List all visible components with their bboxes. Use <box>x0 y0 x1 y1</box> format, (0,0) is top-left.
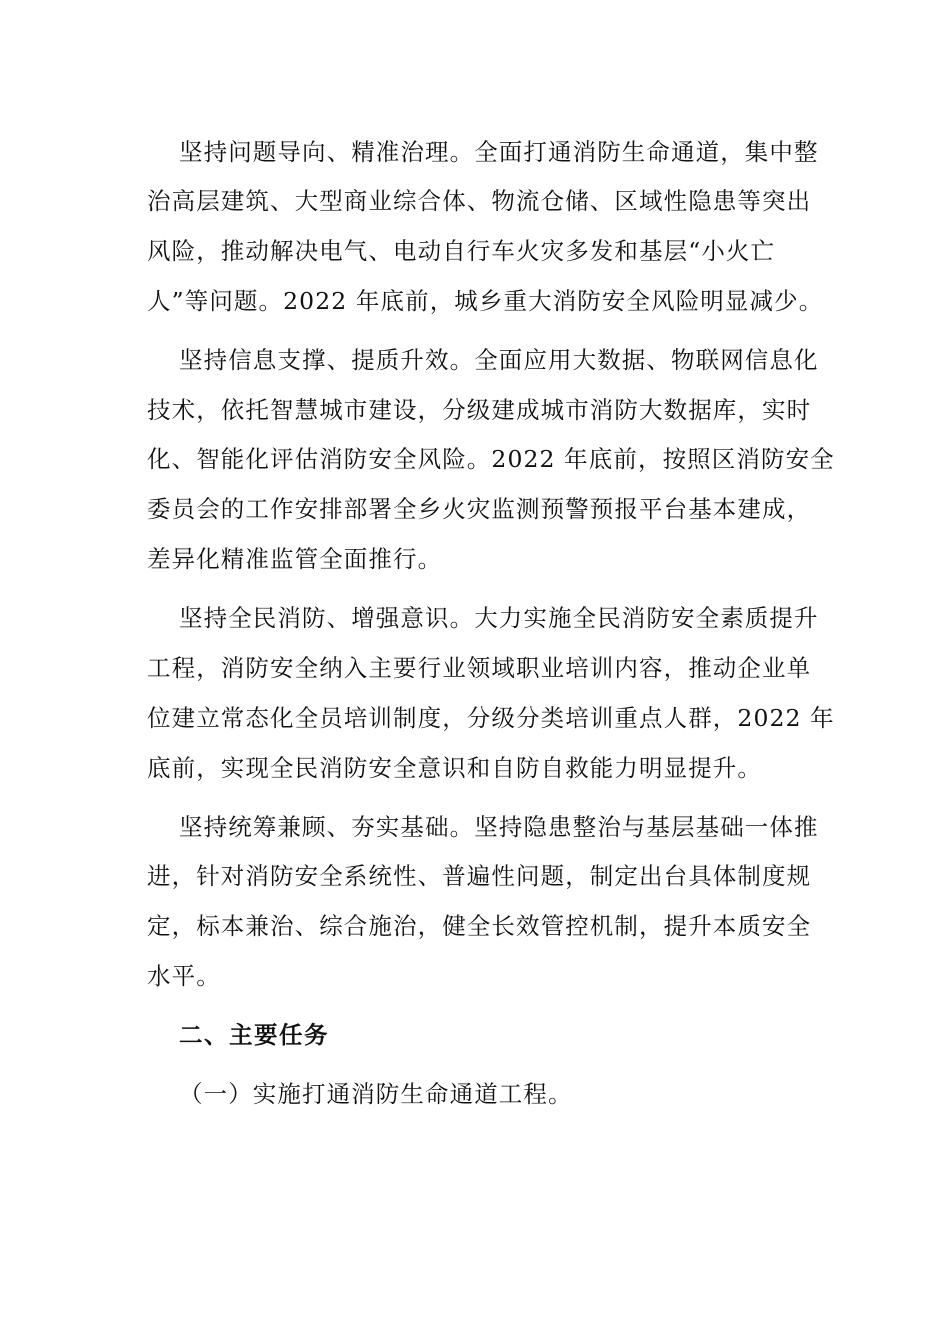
paragraph-1-line-4: 人”等问题。2022 年底前，城乡重大消防安全风险明显减少。 <box>147 287 824 315</box>
paragraph-2-line-3: 化、智能化评估消防安全风险。2022 年底前，按照区消防安全 <box>147 445 835 473</box>
paragraph-3-line-2: 工程，消防安全纳入主要行业领域职业培训内容，推动企业单 <box>147 654 812 682</box>
paragraph-2-line-4: 委员会的工作安排部署全乡火灾监测预警预报平台基本建成， <box>147 495 812 523</box>
subsection-heading: （一）实施打通消防生命通道工程。 <box>179 1080 573 1108</box>
paragraph-3-line-4: 底前，实现全民消防安全意识和自防自救能力明显提升。 <box>147 754 762 782</box>
paragraph-2-line-5: 差异化精准监管全面推行。 <box>147 545 443 573</box>
paragraph-2-line-2: 技术，依托智慧城市建设，分级建成城市消防大数据库，实时 <box>147 396 812 424</box>
paragraph-1-line-3: 风险，推动解决电气、电动自行车火灾多发和基层“小火亡 <box>147 237 776 265</box>
paragraph-2-line-1: 坚持信息支撑、提质升效。全面应用大数据、物联网信息化 <box>179 346 819 374</box>
section-heading: 二、主要任务 <box>179 1021 329 1049</box>
paragraph-4-line-3: 定，标本兼治、综合施治，健全长效管控机制，提升本质安全 <box>147 912 812 940</box>
paragraph-3-line-1: 坚持全民消防、增强意识。大力实施全民消防安全素质提升 <box>179 604 819 632</box>
paragraph-1-line-1: 坚持问题导向、精准治理。全面打通消防生命通道，集中整 <box>179 138 819 166</box>
paragraph-4-line-2: 进，针对消防安全系统性、普遍性问题，制定出台具体制度规 <box>147 862 812 890</box>
paragraph-4-line-4: 水平。 <box>147 962 221 990</box>
paragraph-3-line-3: 位建立常态化全员培训制度，分级分类培训重点人群，2022 年 <box>147 704 835 732</box>
paragraph-4-line-1: 坚持统筹兼顾、夯实基础。坚持隐患整治与基层基础一体推 <box>179 813 819 841</box>
paragraph-1-line-2: 治高层建筑、大型商业综合体、物流仓储、区域性隐患等突出 <box>147 187 812 215</box>
